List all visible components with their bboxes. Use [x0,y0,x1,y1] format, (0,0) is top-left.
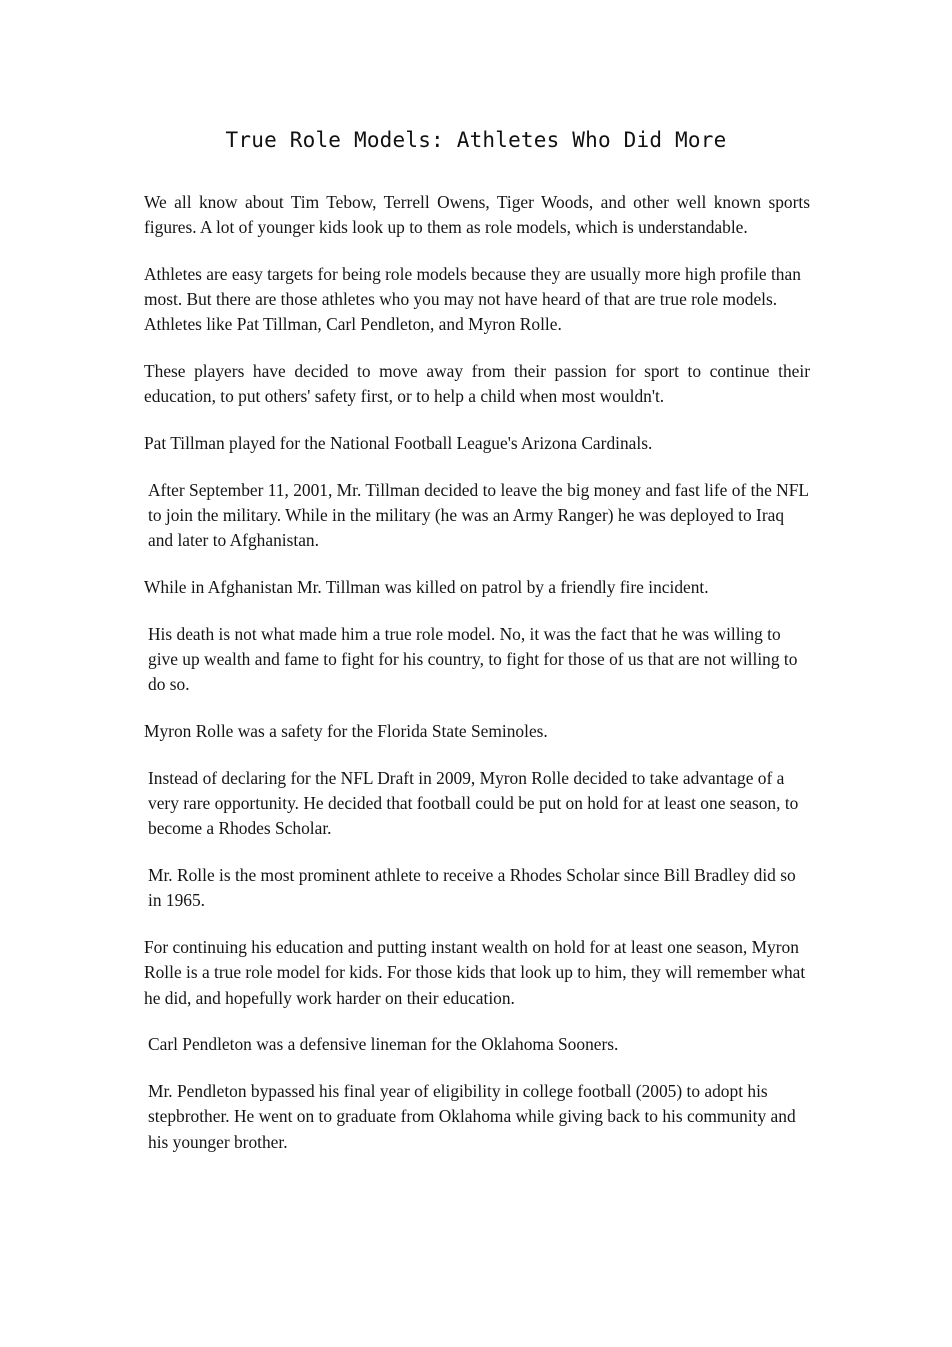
paragraph-rolle-rhodes: Mr. Rolle is the most prominent athlete to receive a Rhodes Scholar since Bill Bradley did so in 1965. [148,865,796,911]
paragraph-rolle-draft: Instead of declaring for the NFL Draft in 2009, Myron Rolle decided to take advantage of a very rare opportunity. He decided that football could be put on hold for at least one season, to become a Rhodes Scholar. [148,768,799,839]
document-title: True Role Models: Athletes Who Did More [225,128,727,152]
paragraph-players-decided: These players have decided to move away from their passion for sport to continue their education, to put others' safety first, or to help a child when most wouldn't. [144,361,810,407]
paragraph-easy-targets: Athletes are easy targets for being role models because they are usually more high profile than most. But there are those athletes who you may not have heard of that are true role models. Athletes like Pat Tillman, Carl Pendleton, and Myron Rolle. [144,264,801,335]
paragraph-tillman-intro: Pat Tillman played for the National Football League's Arizona Cardinals. [144,433,653,454]
paragraph-tillman-role-model: His death is not what made him a true role model. No, it was the fact that he was willing to give up wealth and fame to fight for his country, to fight for those of us that are not willing to do so. [148,624,798,695]
paragraph-pendleton-adoption: Mr. Pendleton bypassed his final year of eligibility in college football (2005) to adopt his stepbrother. He went on to graduate from Oklahoma while giving back to his community and his younger brother. [148,1081,796,1152]
paragraph-tillman-death: While in Afghanistan Mr. Tillman was killed on patrol by a friendly fire incident. [144,577,709,598]
paragraph-rolle-role-model: For continuing his education and putting instant wealth on hold for at least one season, Myron Rolle is a true role model for kids. For those kids that look up to him, they will remember what he did, and hopefully work harder on their education. [144,937,806,1008]
paragraph-intro: We all know about Tim Tebow, Terrell Owens, Tiger Woods, and other well known sports figures. A lot of younger kids look up to them as role models, which is understandable. [144,192,810,238]
paragraph-rolle-intro: Myron Rolle was a safety for the Florida State Seminoles. [144,721,548,742]
document-body [144,190,810,1176]
paragraph-pendleton-intro: Carl Pendleton was a defensive lineman for the Oklahoma Sooners. [148,1034,619,1055]
paragraph-tillman-military: After September 11, 2001, Mr. Tillman decided to leave the big money and fast life of the NFL to join the military. While in the military (he was an Army Ranger) he was deployed to Iraq and later to Afghanistan. [148,480,809,551]
